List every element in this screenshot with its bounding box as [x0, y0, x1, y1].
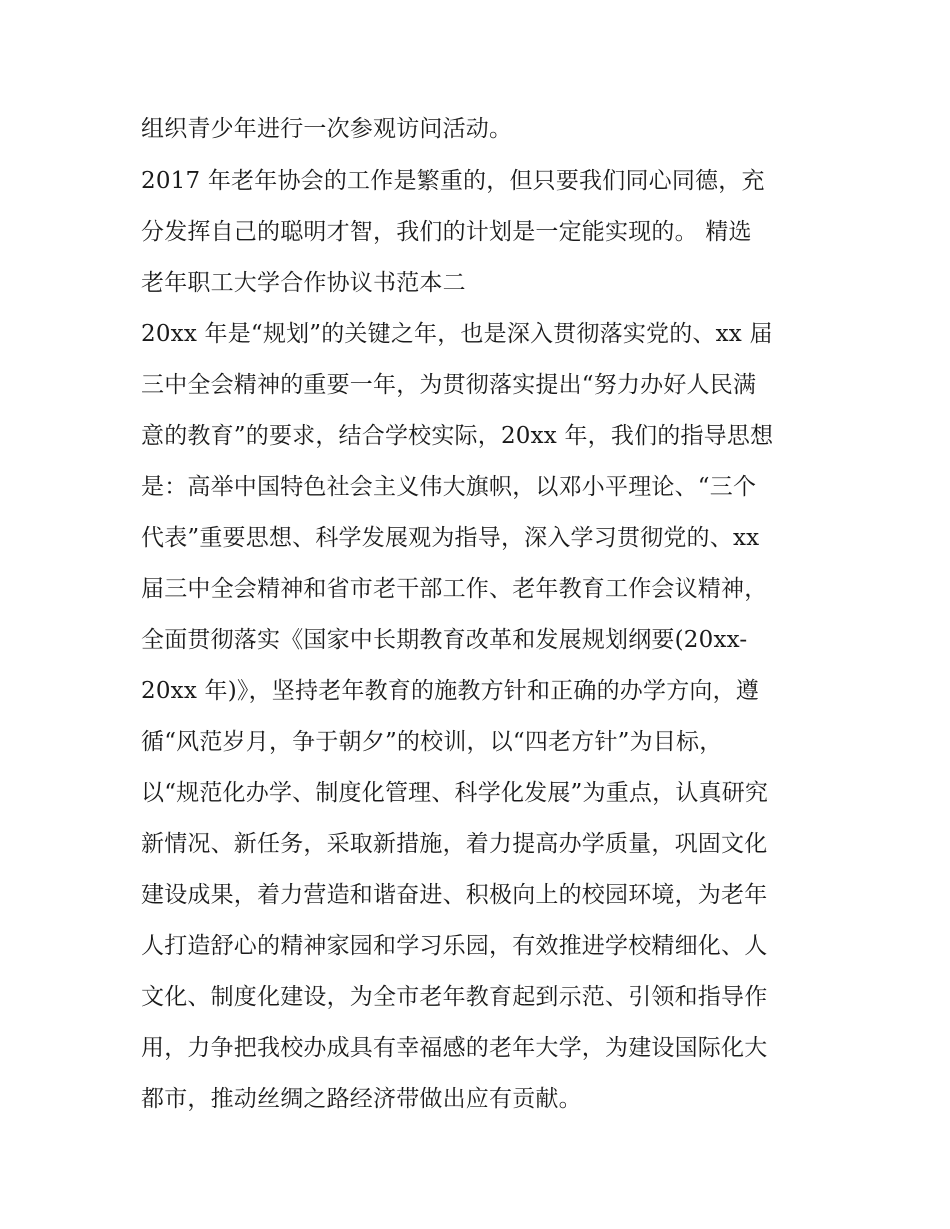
text-line: 新情况、新任务，采取新措施，着力提高办学质量，巩固文化	[141, 831, 768, 857]
text-line: 三中全会精神的重要一年，为贯彻落实提出“努力办好人民满	[141, 372, 757, 398]
text-line: 20xx 年)》，坚持老年教育的施教方针和正确的办学方向，遵	[141, 678, 759, 704]
text-line: 文化、制度化建设，为全市老年教育起到示范、引领和指导作	[141, 984, 768, 1010]
text-line: 全面贯彻落实《国家中长期教育改革和发展规划纲要(20xx-	[141, 627, 748, 653]
text-line: 意的教育”的要求，结合学校实际，20xx 年，我们的指导思想	[141, 423, 774, 449]
text-line: 用，力争把我校办成具有幸福感的老年大学，为建设国际化大	[141, 1035, 768, 1061]
text-line: 循“风范岁月，争于朝夕”的校训，以“四老方针”为目标，	[141, 729, 723, 755]
text-line: 是：高举中国特色社会主义伟大旗帜，以邓小平理论、“三个	[141, 474, 757, 500]
text-line: 届三中全会精神和省市老干部工作、老年教育工作会议精神，	[141, 576, 768, 602]
text-line: 都市，推动丝绸之路经济带做出应有贡献。	[141, 1086, 582, 1112]
text-line: 代表”重要思想、科学发展观为指导，深入学习贯彻党的、xx	[141, 525, 760, 551]
text-line: 分发挥自己的聪明才智，我们的计划是一定能实现的。 精选	[141, 219, 752, 245]
text-line: 以“规范化办学、制度化管理、科学化发展”为重点，认真研究	[141, 780, 769, 806]
text-line: 组织青少年进行一次参观访问活动。	[141, 116, 513, 142]
text-line: 20xx 年是“规划”的关键之年，也是深入贯彻落实党的、xx 届	[141, 321, 773, 347]
text-line: 建设成果，着力营造和谐奋进、积极向上的校园环境，为老年	[141, 882, 768, 908]
text-line: 人打造舒心的精神家园和学习乐园，有效推进学校精细化、人	[141, 933, 768, 959]
text-line: 2017 年老年协会的工作是繁重的，但只要我们同心同德，充	[141, 168, 765, 194]
section-heading: 老年职工大学合作协议书范本二	[141, 270, 466, 296]
